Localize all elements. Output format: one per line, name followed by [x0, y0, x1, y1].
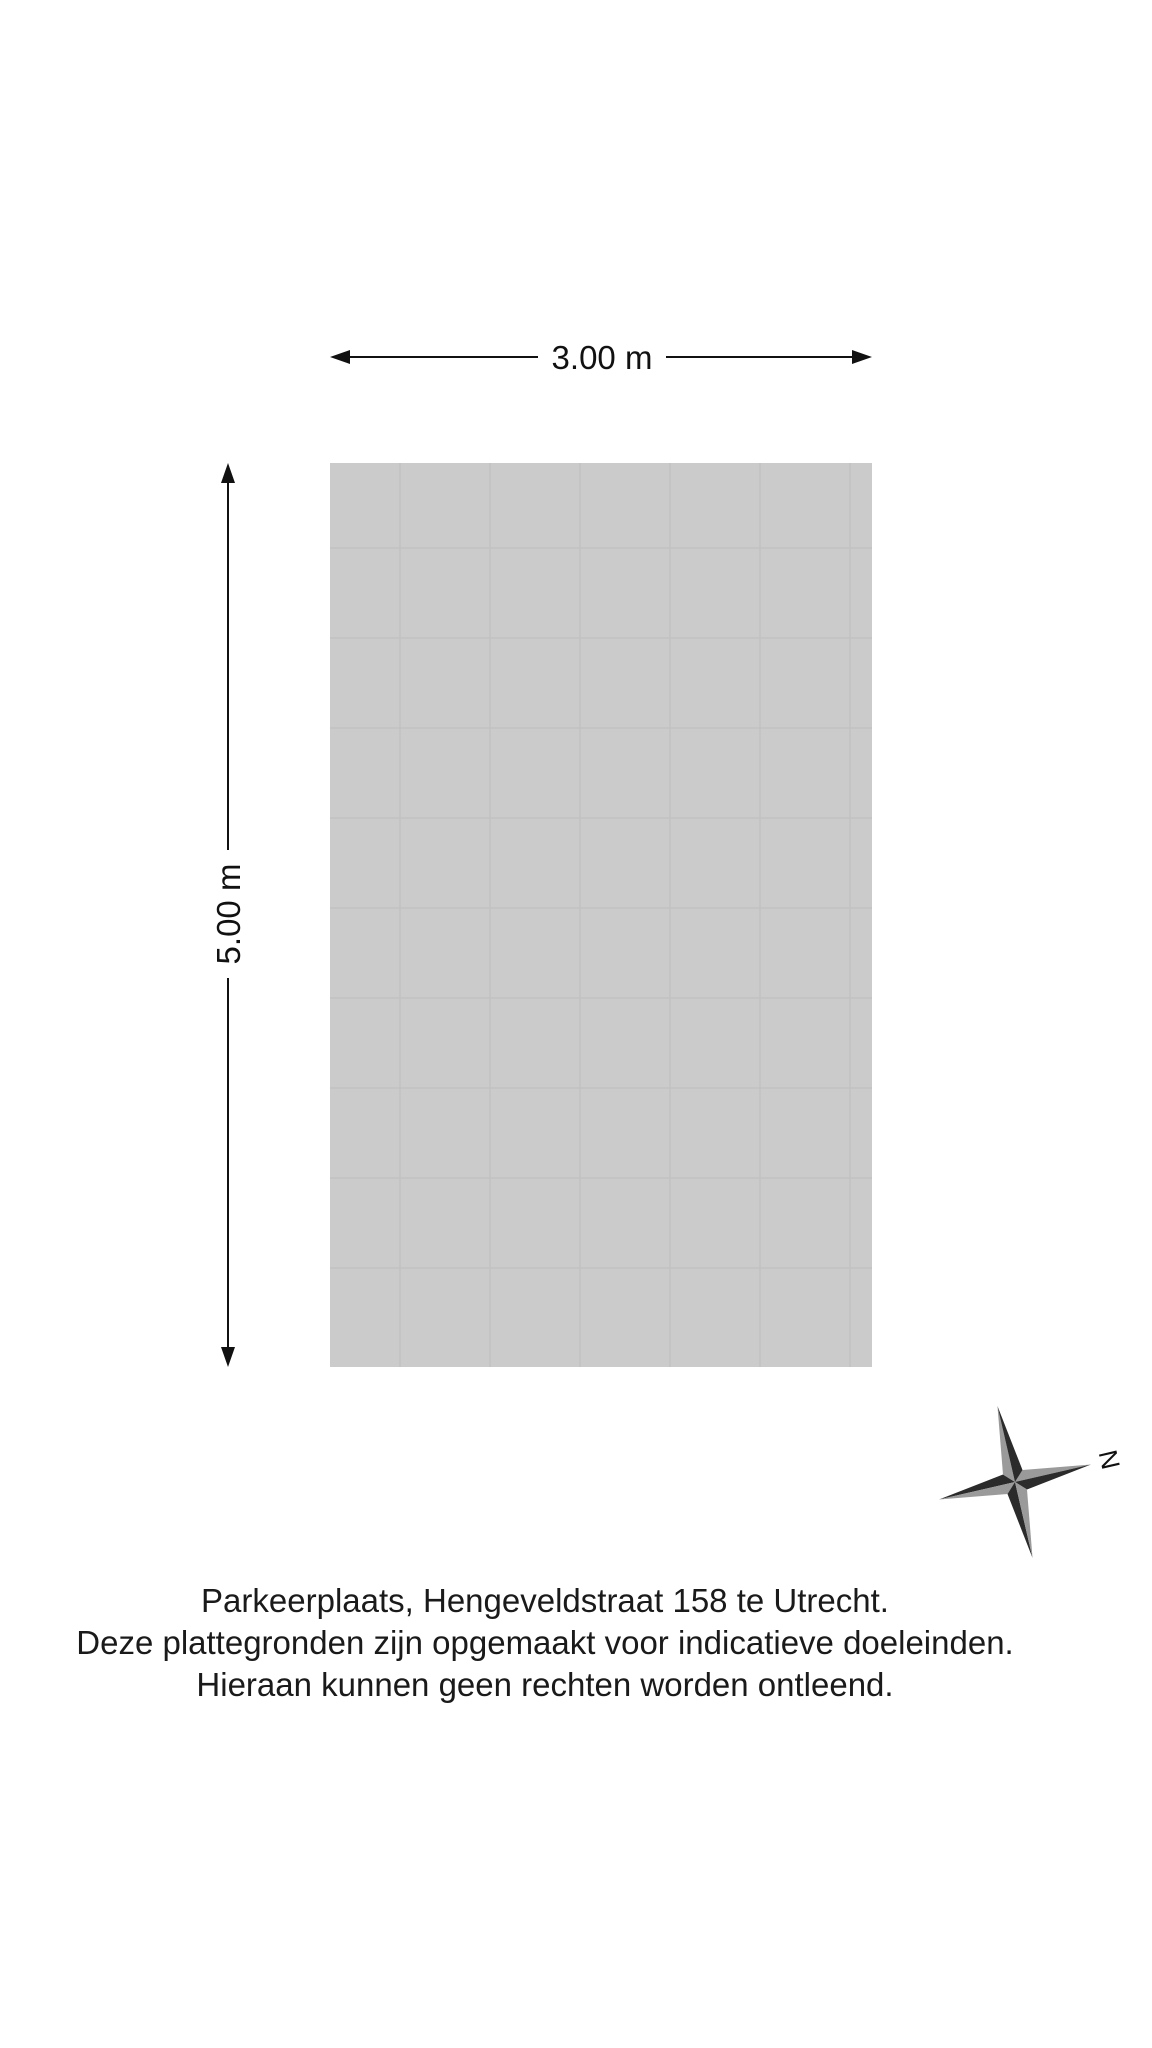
arrowhead-bottom-icon — [221, 1347, 235, 1367]
plan-caption — [0, 1580, 1090, 1706]
arrowhead-left-icon — [330, 350, 350, 364]
caption-rights: Hieraan kunnen geen rechten worden ontleend. — [196, 1666, 894, 1703]
compass-north-label: N — [1092, 1447, 1127, 1473]
caption-address: Parkeerplaats, Hengeveldstraat 158 te Utrecht. — [201, 1582, 889, 1619]
arrowhead-top-icon — [221, 463, 235, 483]
height-dimension — [210, 463, 247, 1367]
caption-disclaimer: Deze plattegronden zijn opgemaakt voor indicatieve doeleinden. — [76, 1624, 1014, 1661]
height-label: 5.00 m — [210, 863, 247, 965]
arrowhead-right-icon — [852, 350, 872, 364]
width-dimension — [330, 339, 872, 376]
parking-space — [330, 463, 872, 1367]
parking-floor — [330, 463, 872, 1367]
width-label: 3.00 m — [551, 339, 653, 376]
compass-rose-icon — [921, 1381, 1141, 1576]
